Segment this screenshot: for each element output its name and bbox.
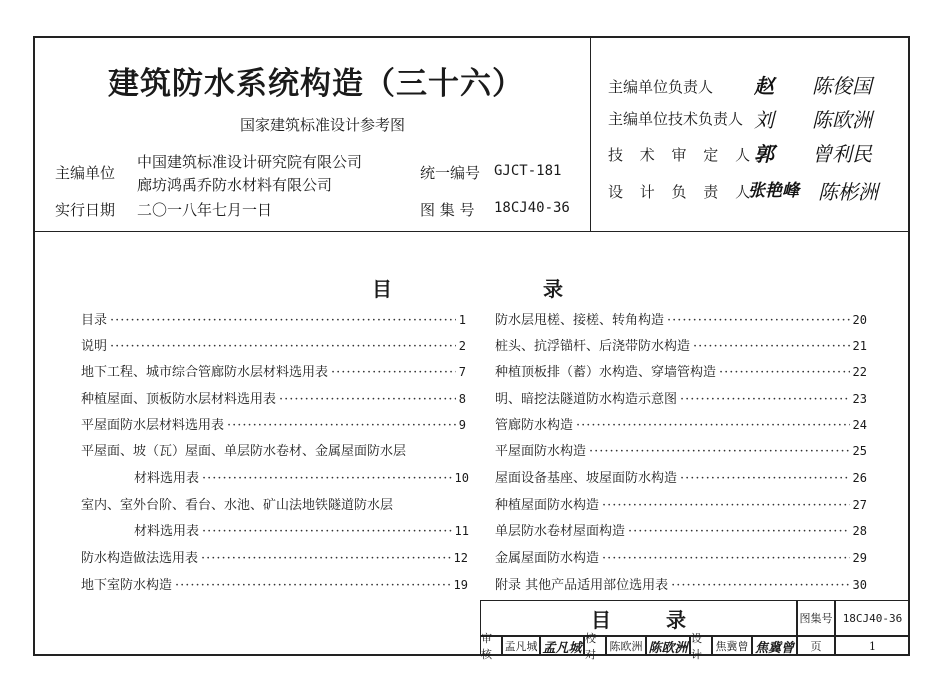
toc-item-page: 30 bbox=[852, 578, 867, 592]
atlas-no-value: 18CJ40-36 bbox=[494, 200, 570, 216]
resp-signature-4: 张艳峰 bbox=[748, 181, 799, 201]
toc-item-page: 19 bbox=[453, 578, 468, 592]
toc-item-title: 材料选用表 bbox=[134, 471, 200, 486]
toc-heading-right: 录 bbox=[543, 277, 563, 301]
toc-item bbox=[81, 414, 466, 433]
resp-name-1: 陈俊国 bbox=[812, 74, 872, 98]
toc-item-title: 桩头、抗浮锚杆、后浇带防水构造 bbox=[495, 339, 691, 354]
toc-item-page: 29 bbox=[852, 551, 867, 565]
editor-org-2: 廊坊鸿禹乔防水材料有限公司 bbox=[137, 176, 333, 194]
toc-item-title: 附录 其他产品适用部位选用表 bbox=[495, 578, 669, 593]
toc-item-page: 26 bbox=[852, 471, 867, 485]
toc-item bbox=[495, 335, 867, 354]
toc-item bbox=[81, 309, 466, 328]
toc-item-page: 22 bbox=[852, 365, 867, 379]
tb-page-value: 1 bbox=[835, 636, 910, 656]
toc-item-page: 9 bbox=[458, 418, 466, 432]
resp-role-2: 主编单位技术负责人 bbox=[608, 110, 744, 128]
resp-role-4: 设 计 负 责 人 bbox=[608, 183, 757, 201]
atlas-title: 建筑防水系统构造（三十六） bbox=[108, 66, 524, 102]
tb-review-name: 孟凡城 bbox=[502, 636, 540, 656]
code-label: 统一编号 bbox=[420, 164, 481, 182]
toc-item-page: 23 bbox=[852, 392, 867, 406]
toc-item bbox=[495, 440, 867, 459]
toc-item-page: 8 bbox=[458, 392, 466, 406]
atlas-subtitle: 国家建筑标准设计参考图 bbox=[240, 116, 406, 134]
toc-item bbox=[134, 520, 469, 539]
tb-design-name: 焦冀曾 bbox=[712, 636, 752, 656]
toc-item-title: 种植屋面防水构造 bbox=[495, 498, 600, 513]
toc-item bbox=[81, 361, 466, 380]
toc-item-page: 2 bbox=[458, 339, 466, 353]
date-label: 实行日期 bbox=[55, 201, 116, 219]
editor-label: 主编单位 bbox=[55, 164, 116, 182]
toc-item-title: 防水构造做法选用表 bbox=[81, 551, 199, 566]
tb-review-signature: 孟凡城 bbox=[540, 636, 584, 656]
resp-role-3: 技 术 审 定 人 bbox=[608, 146, 757, 164]
toc-item-page: 21 bbox=[852, 339, 867, 353]
header-vertical-divider bbox=[590, 36, 591, 231]
toc-item bbox=[495, 361, 867, 380]
toc-item-title: 说明 bbox=[81, 339, 108, 354]
tb-check-name: 陈欧洲 bbox=[606, 636, 646, 656]
date-value: 二〇一八年七月一日 bbox=[137, 201, 273, 219]
toc-item bbox=[81, 574, 468, 593]
resp-name-4: 陈彬洲 bbox=[818, 180, 878, 204]
tb-check-label: 校对 bbox=[584, 636, 606, 656]
toc-item bbox=[81, 388, 466, 407]
toc-item bbox=[495, 414, 867, 433]
toc-heading-left: 目 bbox=[372, 277, 392, 301]
resp-name-2: 陈欧洲 bbox=[812, 108, 872, 132]
toc-item bbox=[134, 467, 469, 486]
tb-design-signature: 焦冀曾 bbox=[752, 636, 797, 656]
toc-item-title: 单层防水卷材屋面构造 bbox=[495, 524, 626, 539]
title-block bbox=[480, 600, 910, 661]
tb-review-label: 审核 bbox=[480, 636, 502, 656]
toc-item-page: 7 bbox=[458, 365, 466, 379]
toc-item-title: 平屋面防水构造 bbox=[495, 444, 587, 459]
header-divider bbox=[33, 231, 910, 232]
toc-item-page: 10 bbox=[454, 471, 469, 485]
toc-item-title: 材料选用表 bbox=[134, 524, 200, 539]
resp-role-1: 主编单位负责人 bbox=[608, 78, 714, 96]
tb-check-signature: 陈欧洲 bbox=[646, 636, 690, 656]
toc-item-title: 平屋面防水层材料选用表 bbox=[81, 418, 225, 433]
resp-signature-3: 郭 bbox=[754, 142, 774, 166]
toc-item bbox=[81, 547, 468, 566]
toc-item bbox=[81, 440, 466, 459]
toc-item-page: 25 bbox=[852, 444, 867, 458]
toc-item-title: 金属屋面防水构造 bbox=[495, 551, 600, 566]
tb-atlas-label: 图集号 bbox=[797, 600, 835, 636]
atlas-no-label: 图 集 号 bbox=[420, 201, 475, 219]
toc-item-page: 28 bbox=[852, 524, 867, 538]
toc-item-title: 种植屋面、顶板防水层材料选用表 bbox=[81, 392, 277, 407]
toc-item-page: 27 bbox=[852, 498, 867, 512]
toc-item bbox=[495, 388, 867, 407]
toc-item-title: 明、暗挖法隧道防水构造示意图 bbox=[495, 392, 678, 407]
toc-item bbox=[495, 547, 867, 566]
sheet-title: 目 录 bbox=[480, 600, 797, 636]
toc-item-title: 室内、室外台阶、看台、水池、矿山法地铁隧道防水层 bbox=[81, 498, 394, 513]
toc-item-title: 平屋面、坡（瓦）屋面、单层防水卷材、金属屋面防水层 bbox=[81, 444, 407, 459]
toc-item-title: 屋面设备基座、坡屋面防水构造 bbox=[495, 471, 678, 486]
code-value: GJCT-181 bbox=[494, 163, 562, 179]
toc-item-title: 地下室防水构造 bbox=[81, 578, 173, 593]
resp-name-3: 曾利民 bbox=[812, 142, 872, 166]
toc-item-title: 种植顶板排（蓄）水构造、穿墙管构造 bbox=[495, 365, 717, 380]
toc-item-page: 1 bbox=[458, 313, 466, 327]
toc-item-page: 20 bbox=[852, 313, 867, 327]
resp-signature-2: 刘 bbox=[754, 108, 774, 132]
toc-item bbox=[495, 574, 867, 593]
editor-org-1: 中国建筑标准设计研究院有限公司 bbox=[137, 153, 363, 171]
toc-item bbox=[495, 467, 867, 486]
toc-item-title: 防水层甩槎、接槎、转角构造 bbox=[495, 313, 665, 328]
toc-item bbox=[81, 494, 466, 513]
toc-item bbox=[81, 335, 466, 354]
resp-signature-1: 赵 bbox=[754, 74, 774, 98]
toc-item-title: 地下工程、城市综合管廊防水层材料选用表 bbox=[81, 365, 329, 380]
toc-item-page: 11 bbox=[454, 524, 469, 538]
tb-atlas-value: 18CJ40-36 bbox=[835, 600, 910, 636]
tb-design-label: 设计 bbox=[690, 636, 712, 656]
toc-item-page: 24 bbox=[852, 418, 867, 432]
toc-item-title: 管廊防水构造 bbox=[495, 418, 574, 433]
toc-item bbox=[495, 309, 867, 328]
toc-item bbox=[495, 494, 867, 513]
toc-item-page: 12 bbox=[453, 551, 468, 565]
toc-item bbox=[495, 520, 867, 539]
tb-page-label: 页 bbox=[797, 636, 835, 656]
toc-item-title: 目录 bbox=[81, 313, 108, 328]
